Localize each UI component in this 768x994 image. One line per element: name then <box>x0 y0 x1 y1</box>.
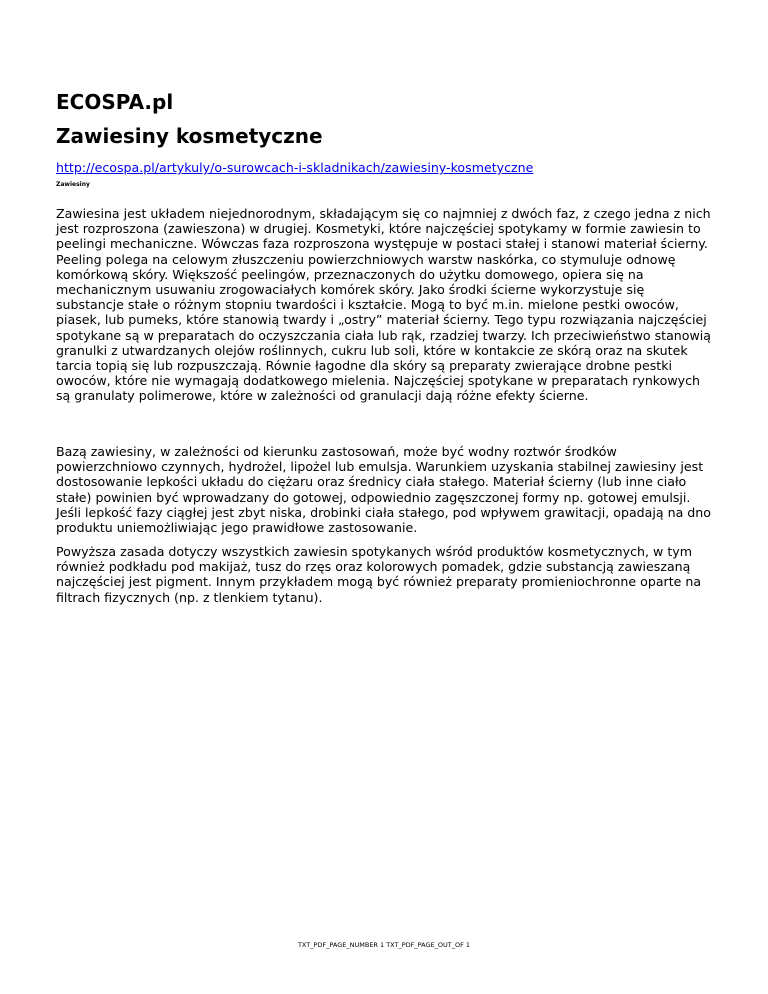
source-link[interactable]: http://ecospa.pl/artykuly/o-surowcach-i-skladnikach/zawiesiny-kosmetyczne <box>56 160 534 175</box>
page-number-footer: TXT_PDF_PAGE_NUMBER 1 TXT_PDF_PAGE_OUT_OF 1 <box>297 941 471 949</box>
article-paragraph-1: Zawiesina jest układem niejednorodnym, składającym się co najmniej z dwóch faz, z czego jedna z nich jest rozproszona (zawieszona) w drugiej. Kosmetyki, które najczęściej spotykamy w formie zawiesin to peelingi mechaniczne. Wówczas faza rozproszona występuje w postaci stałej i stanowi materiał ścierny. Peeling polega na celowym złuszczeniu powierzchniowych warstw naskórka, co stymuluje odnowę komórkową skóry. Większość peelingów, przeznaczonych do użytku domowego, opiera się na mechanicznym usuwaniu zrogowaciałych komórek skóry. Jako środki ścierne wykorzystuje się substancje stałe o różnym stopniu twardości i kształcie. Mogą to być m.in. mielone pestki owoców, piasek, lub pumeks, które stanowią twardy i „ostry” materiał ścierny. Tego typu rozwiązania najczęściej spotykane są w preparatach do oczyszczania ciała lub rąk, rzadziej twarzy. Ich przeciwieństwo stanowią granulki z utwardzanych olejów roślinnych, cukru lub soli, które w kontakcie ze skórą oraz na skutek tarcia topią się lub rozpuszczają. Równie łagodne dla skóry są preparaty zwierające drobne pestki owoców, które nie wymagają dodatkowego mielenia. Najczęściej spotykane w preparatach rynkowych są granulaty polimerowe, które w zależności od granulacji dają różne efekty ścierne. <box>56 206 712 404</box>
article-paragraph-2: Bazą zawiesiny, w zależności od kierunku zastosowań, może być wodny roztwór środków powierzchniowo czynnych, hydrożel, lipożel lub emulsja. Warunkiem uzyskania stabilnej zawiesiny jest dostosowanie lepkości układu do ciężaru oraz średnicy ciała stałego. Materiał ścierny (lub inne ciało stałe) powinien być wprowadzany do gotowej, odpowiednio zagęszczonej formy np. gotowej emulsji. Jeśli lepkość fazy ciągłej jest zbyt niska, drobinki ciała stałego, pod wpływem grawitacji, opadają na dno produktu uniemożliwiając jego prawidłowe zastosowanie. <box>56 444 711 536</box>
category-tag: Zawiesiny <box>56 181 90 188</box>
article-paragraph-3: Powyższa zasada dotyczy wszystkich zawiesin spotykanych wśród produktów kosmetycznych, w tym również podkładu pod makijaż, tusz do rzęs oraz kolorowych pomadek, gdzie substancją zawieszaną najczęściej jest pigment. Innym przykładem mogą być również preparaty promieniochronne oparte na filtrach fizycznych (np. z tlenkiem tytanu). <box>56 544 702 605</box>
site-name: ECOSPA.pl <box>56 90 174 114</box>
page-title: Zawiesiny kosmetyczne <box>56 124 323 148</box>
